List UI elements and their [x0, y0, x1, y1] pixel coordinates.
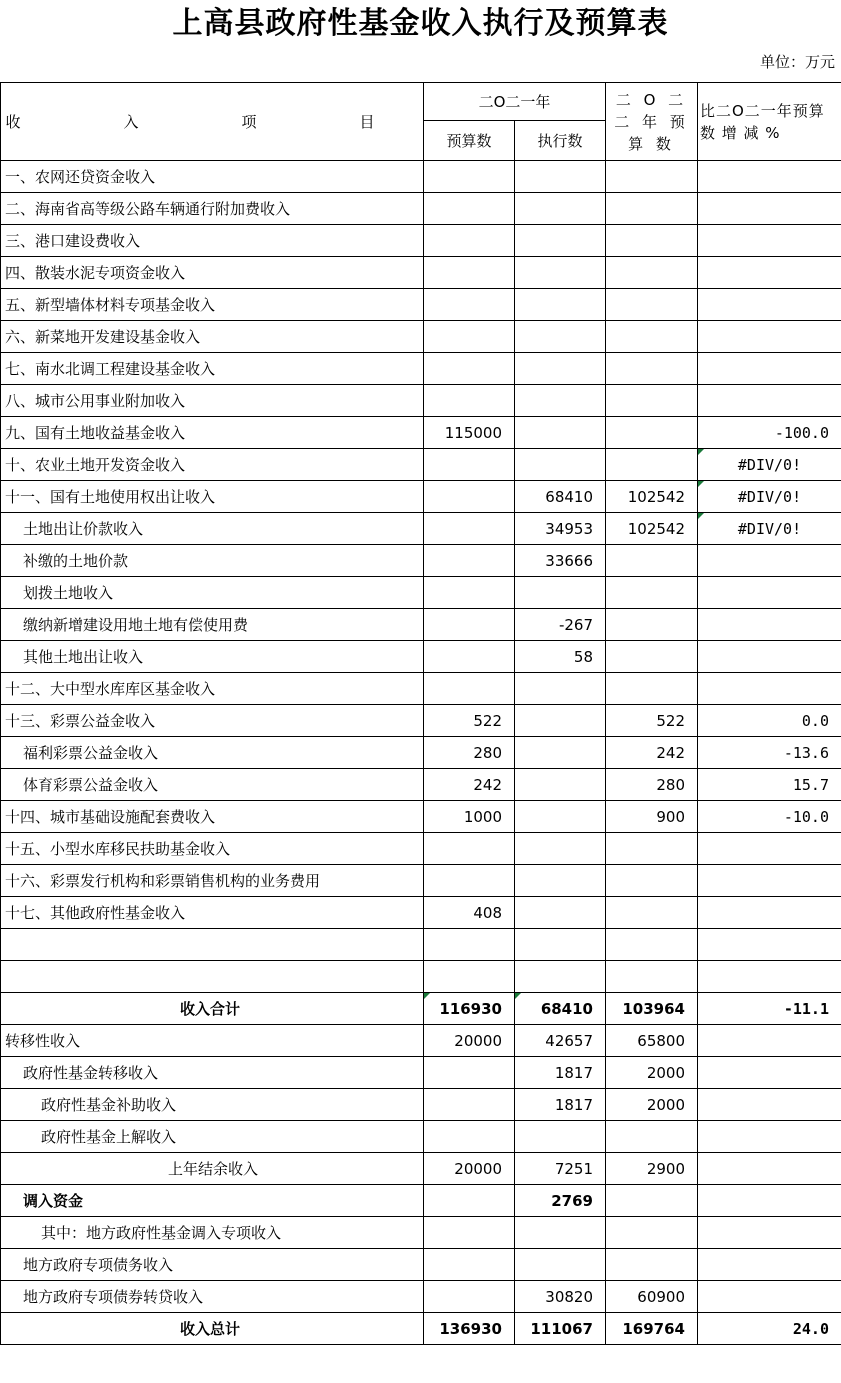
row-label: 其他土地出让收入 [1, 641, 424, 673]
row-label: 收入总计 [1, 1313, 424, 1345]
header-execution: 执行数 [515, 121, 606, 161]
header-budget-2022: 二 O 二 二 年 预 算 数 [606, 83, 698, 161]
cell-change-pct [698, 353, 841, 385]
cell-execution: 1817 [515, 1057, 606, 1089]
row-label: 政府性基金补助收入 [1, 1089, 424, 1121]
cell-change-pct [698, 577, 841, 609]
cell-budget: 522 [424, 705, 515, 737]
table-row [1, 1057, 841, 1089]
cell-execution: 30820 [515, 1281, 606, 1313]
cell-execution [515, 193, 606, 225]
table-row [1, 801, 841, 833]
cell-execution [515, 321, 606, 353]
cell-change-pct [698, 961, 841, 993]
cell-budget-2022: 65800 [606, 1025, 698, 1057]
cell-execution [515, 417, 606, 449]
row-label: 调入资金 [1, 1185, 424, 1217]
table-row [1, 321, 841, 353]
table-row [1, 193, 841, 225]
cell-budget [424, 1281, 515, 1313]
row-label: 缴纳新增建设用地土地有偿使用费 [1, 609, 424, 641]
cell-budget-2022: 2000 [606, 1057, 698, 1089]
cell-budget-2022 [606, 321, 698, 353]
cell-execution: 42657 [515, 1025, 606, 1057]
cell-execution: 1817 [515, 1089, 606, 1121]
cell-execution [515, 769, 606, 801]
table-row [1, 481, 841, 513]
table-row [1, 673, 841, 705]
row-label: 八、城市公用事业附加收入 [1, 385, 424, 417]
cell-execution [515, 385, 606, 417]
cell-budget [424, 865, 515, 897]
row-label: 十一、国有土地使用权出让收入 [1, 481, 424, 513]
cell-execution: 68410 [515, 993, 606, 1025]
row-label: 政府性基金上解收入 [1, 1121, 424, 1153]
cell-budget-2022 [606, 673, 698, 705]
table-row [1, 353, 841, 385]
cell-execution: 7251 [515, 1153, 606, 1185]
page-title: 上高县政府性基金收入执行及预算表 [172, 6, 669, 41]
table-row [1, 417, 841, 449]
cell-budget [424, 321, 515, 353]
cell-budget-2022 [606, 833, 698, 865]
cell-execution [515, 1249, 606, 1281]
cell-budget [424, 513, 515, 545]
cell-change-pct [698, 161, 841, 193]
row-label: 地方政府专项债务收入 [1, 1249, 424, 1281]
cell-budget [424, 193, 515, 225]
table-row [1, 449, 841, 481]
cell-budget [424, 641, 515, 673]
cell-budget-2022 [606, 1185, 698, 1217]
table-row [1, 961, 841, 993]
cell-budget: 115000 [424, 417, 515, 449]
row-label [1, 929, 424, 961]
row-label: 十六、彩票发行机构和彩票销售机构的业务费用 [1, 865, 424, 897]
cell-budget-2022 [606, 1249, 698, 1281]
cell-change-pct [698, 1281, 841, 1313]
row-label [1, 961, 424, 993]
cell-change-pct [698, 321, 841, 353]
header-budget: 预算数 [424, 121, 515, 161]
table-row [1, 513, 841, 545]
cell-budget [424, 545, 515, 577]
row-label: 九、国有土地收益基金收入 [1, 417, 424, 449]
cell-budget: 20000 [424, 1025, 515, 1057]
cell-budget-2022: 103964 [606, 993, 698, 1025]
cell-budget [424, 481, 515, 513]
cell-execution [515, 961, 606, 993]
cell-execution [515, 801, 606, 833]
cell-change-pct [698, 1185, 841, 1217]
cell-budget [424, 929, 515, 961]
cell-budget [424, 1185, 515, 1217]
cell-execution [515, 161, 606, 193]
row-label: 体育彩票公益金收入 [1, 769, 424, 801]
cell-budget-2022: 280 [606, 769, 698, 801]
cell-budget-2022 [606, 385, 698, 417]
cell-budget [424, 1249, 515, 1281]
table-row [1, 897, 841, 929]
cell-execution [515, 353, 606, 385]
cell-change-pct [698, 385, 841, 417]
cell-budget-2022 [606, 225, 698, 257]
row-label: 一、农网还贷资金收入 [1, 161, 424, 193]
cell-execution [515, 1121, 606, 1153]
row-label: 转移性收入 [1, 1025, 424, 1057]
cell-budget-2022 [606, 289, 698, 321]
row-label: 收入合计 [1, 993, 424, 1025]
row-label: 十、农业土地开发资金收入 [1, 449, 424, 481]
cell-budget-2022 [606, 449, 698, 481]
cell-budget: 116930 [424, 993, 515, 1025]
cell-budget-2022 [606, 641, 698, 673]
cell-change-pct [698, 193, 841, 225]
cell-change-pct: -13.6 [698, 737, 841, 769]
cell-execution [515, 929, 606, 961]
table-row [1, 577, 841, 609]
cell-budget-2022 [606, 353, 698, 385]
cell-execution [515, 673, 606, 705]
cell-change-pct [698, 1153, 841, 1185]
table-row [1, 993, 841, 1025]
cell-budget-2022 [606, 257, 698, 289]
row-label: 地方政府专项债券转贷收入 [1, 1281, 424, 1313]
table-row [1, 1281, 841, 1313]
cell-execution [515, 289, 606, 321]
cell-execution [515, 865, 606, 897]
cell-change-pct: #DIV/0! [698, 481, 841, 513]
cell-budget-2022 [606, 545, 698, 577]
row-label: 五、新型墙体材料专项基金收入 [1, 289, 424, 321]
table-row [1, 385, 841, 417]
cell-budget [424, 161, 515, 193]
cell-budget [424, 385, 515, 417]
cell-budget [424, 225, 515, 257]
header-item: 收 入 项 目 [1, 83, 424, 161]
cell-execution [515, 449, 606, 481]
cell-budget-2022 [606, 1121, 698, 1153]
cell-budget [424, 1217, 515, 1249]
cell-execution: 33666 [515, 545, 606, 577]
cell-budget [424, 1121, 515, 1153]
cell-change-pct: -11.1 [698, 993, 841, 1025]
cell-budget [424, 961, 515, 993]
unit-label: 单位：万元 [759, 53, 835, 71]
row-label: 政府性基金转移收入 [1, 1057, 424, 1089]
budget-table [0, 82, 841, 1345]
cell-budget-2022 [606, 897, 698, 929]
cell-change-pct [698, 929, 841, 961]
cell-change-pct: 0.0 [698, 705, 841, 737]
table-row [1, 1249, 841, 1281]
header-change-pct: 比二O二一年预算数 增 减 % [698, 83, 841, 161]
row-label: 福利彩票公益金收入 [1, 737, 424, 769]
header-row-1 [1, 83, 841, 121]
cell-change-pct: #DIV/0! [698, 513, 841, 545]
cell-budget-2022: 2000 [606, 1089, 698, 1121]
cell-execution [515, 833, 606, 865]
table-row [1, 1153, 841, 1185]
cell-budget-2022 [606, 929, 698, 961]
row-label: 六、新菜地开发建设基金收入 [1, 321, 424, 353]
cell-budget-2022 [606, 865, 698, 897]
table-row [1, 289, 841, 321]
cell-budget [424, 1089, 515, 1121]
cell-budget-2022: 102542 [606, 481, 698, 513]
table-row [1, 641, 841, 673]
table-row [1, 865, 841, 897]
table-row [1, 1185, 841, 1217]
cell-budget-2022: 102542 [606, 513, 698, 545]
row-label: 四、散装水泥专项资金收入 [1, 257, 424, 289]
cell-budget [424, 673, 515, 705]
row-label: 上年结余收入 [1, 1153, 424, 1185]
cell-execution: 111067 [515, 1313, 606, 1345]
cell-change-pct: 15.7 [698, 769, 841, 801]
cell-budget [424, 833, 515, 865]
cell-change-pct: 24.0 [698, 1313, 841, 1345]
cell-budget-2022 [606, 1217, 698, 1249]
row-label: 十二、大中型水库库区基金收入 [1, 673, 424, 705]
table-row [1, 1121, 841, 1153]
cell-execution [515, 1217, 606, 1249]
cell-execution: 2769 [515, 1185, 606, 1217]
table-row [1, 545, 841, 577]
row-label: 补缴的土地价款 [1, 545, 424, 577]
cell-change-pct [698, 1025, 841, 1057]
cell-change-pct [698, 1217, 841, 1249]
cell-change-pct: -100.0 [698, 417, 841, 449]
cell-execution: 34953 [515, 513, 606, 545]
cell-execution: -267 [515, 609, 606, 641]
cell-change-pct [698, 545, 841, 577]
row-label: 十五、小型水库移民扶助基金收入 [1, 833, 424, 865]
cell-budget [424, 353, 515, 385]
row-label: 十三、彩票公益金收入 [1, 705, 424, 737]
cell-budget-2022: 900 [606, 801, 698, 833]
cell-budget-2022 [606, 417, 698, 449]
table-row [1, 257, 841, 289]
table-row [1, 737, 841, 769]
cell-change-pct: -10.0 [698, 801, 841, 833]
cell-budget-2022 [606, 193, 698, 225]
cell-change-pct [698, 865, 841, 897]
row-label: 土地出让价款收入 [1, 513, 424, 545]
table-row [1, 1025, 841, 1057]
cell-budget-2022 [606, 577, 698, 609]
cell-change-pct [698, 609, 841, 641]
cell-budget [424, 577, 515, 609]
row-label: 七、南水北调工程建设基金收入 [1, 353, 424, 385]
row-label: 十七、其他政府性基金收入 [1, 897, 424, 929]
table-row [1, 1217, 841, 1249]
table-row [1, 705, 841, 737]
cell-change-pct [698, 641, 841, 673]
cell-budget-2022 [606, 161, 698, 193]
cell-budget: 20000 [424, 1153, 515, 1185]
cell-budget-2022: 169764 [606, 1313, 698, 1345]
table-row [1, 769, 841, 801]
cell-budget: 136930 [424, 1313, 515, 1345]
cell-budget: 280 [424, 737, 515, 769]
cell-change-pct [698, 833, 841, 865]
cell-budget-2022: 522 [606, 705, 698, 737]
cell-change-pct [698, 1057, 841, 1089]
cell-execution [515, 257, 606, 289]
cell-budget-2022 [606, 961, 698, 993]
cell-budget [424, 1057, 515, 1089]
table-row [1, 225, 841, 257]
cell-budget: 242 [424, 769, 515, 801]
cell-change-pct [698, 673, 841, 705]
row-label: 二、海南省高等级公路车辆通行附加费收入 [1, 193, 424, 225]
cell-budget: 1000 [424, 801, 515, 833]
row-label: 三、港口建设费收入 [1, 225, 424, 257]
cell-budget-2022: 60900 [606, 1281, 698, 1313]
cell-execution [515, 705, 606, 737]
cell-change-pct [698, 1089, 841, 1121]
cell-execution [515, 225, 606, 257]
table-row [1, 833, 841, 865]
cell-budget-2022 [606, 609, 698, 641]
row-label: 其中：地方政府性基金调入专项收入 [1, 1217, 424, 1249]
row-label: 划拨土地收入 [1, 577, 424, 609]
cell-change-pct: #DIV/0! [698, 449, 841, 481]
cell-execution: 58 [515, 641, 606, 673]
cell-change-pct [698, 1249, 841, 1281]
cell-change-pct [698, 289, 841, 321]
cell-execution: 68410 [515, 481, 606, 513]
header-year-2021: 二O二一年 [424, 83, 606, 121]
cell-budget-2022: 2900 [606, 1153, 698, 1185]
table-row [1, 1313, 841, 1345]
cell-change-pct [698, 897, 841, 929]
table-row [1, 929, 841, 961]
cell-budget [424, 289, 515, 321]
cell-execution [515, 577, 606, 609]
cell-budget [424, 609, 515, 641]
cell-change-pct [698, 225, 841, 257]
cell-execution [515, 897, 606, 929]
cell-budget-2022: 242 [606, 737, 698, 769]
cell-execution [515, 737, 606, 769]
table-row [1, 161, 841, 193]
table-row [1, 1089, 841, 1121]
cell-budget [424, 257, 515, 289]
cell-budget [424, 449, 515, 481]
cell-change-pct [698, 257, 841, 289]
cell-budget: 408 [424, 897, 515, 929]
row-label: 十四、城市基础设施配套费收入 [1, 801, 424, 833]
cell-change-pct [698, 1121, 841, 1153]
table-row [1, 609, 841, 641]
